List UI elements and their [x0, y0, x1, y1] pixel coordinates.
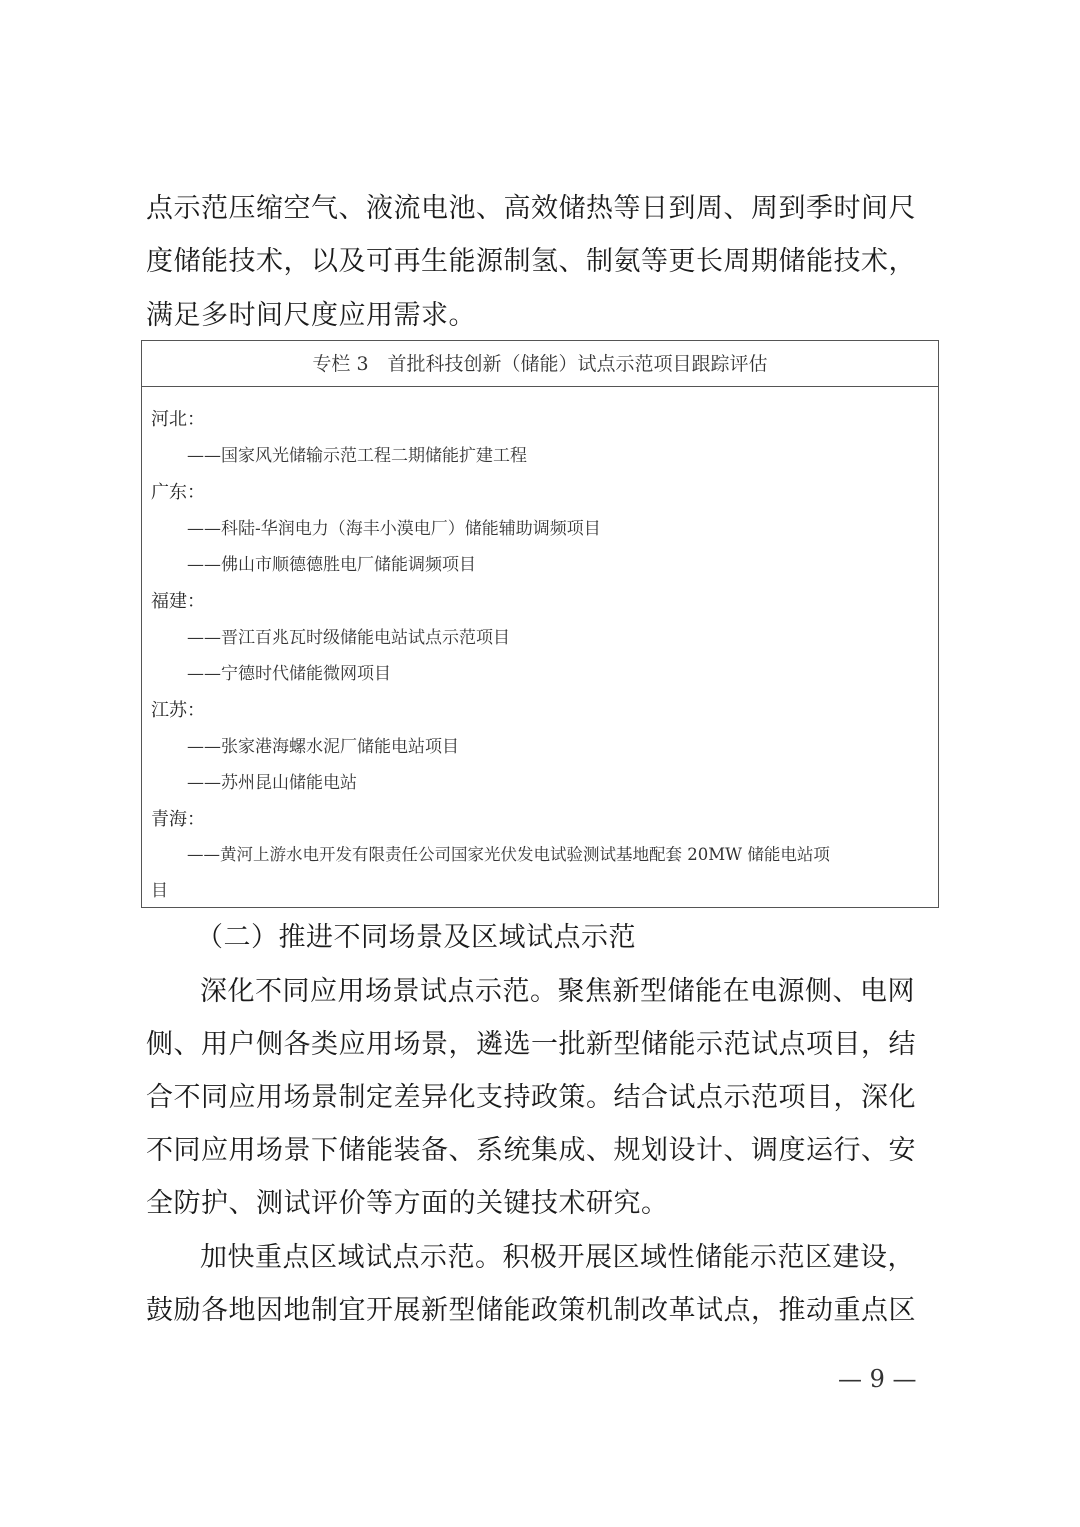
paragraph-line: 不同应用场景下储能装备、系统集成、规划设计、调度运行、安	[146, 1135, 916, 1166]
paragraph-line: 鼓励各地因地制宜开展新型储能政策机制改革试点，推动重点区	[146, 1295, 916, 1326]
column-box	[141, 340, 939, 908]
project-item: ——宁德时代储能微网项目	[187, 664, 391, 684]
province-label-jiangsu: 江苏：	[151, 700, 205, 721]
page-number: — 9 —	[838, 1365, 917, 1393]
paragraph-line: 加快重点区域试点示范。积极开展区域性储能示范区建设，	[200, 1242, 915, 1273]
project-item: ——佛山市顺德德胜电厂储能调频项目	[187, 555, 476, 575]
paragraph-line: 全防护、测试评价等方面的关键技术研究。	[146, 1188, 669, 1219]
paragraph-line: 满足多时间尺度应用需求。	[146, 300, 476, 331]
project-item: ——科陆-华润电力（海丰小漠电厂）储能辅助调频项目	[187, 519, 601, 539]
paragraph-line: 深化不同应用场景试点示范。聚焦新型储能在电源侧、电网	[200, 976, 915, 1007]
province-label-fujian: 福建：	[151, 591, 205, 612]
province-label-hebei: 河北：	[151, 409, 205, 430]
paragraph-line: 点示范压缩空气、液流电池、高效储热等日到周、周到季时间尺	[146, 193, 916, 224]
project-item-continuation: 目	[151, 881, 168, 901]
project-item: ——苏州昆山储能电站	[187, 773, 357, 793]
section-heading: （二）推进不同场景及区域试点示范	[196, 922, 636, 953]
paragraph-line: 侧、用户侧各类应用场景，遴选一批新型储能示范试点项目，结	[146, 1029, 916, 1060]
column-box-title: 专栏 3 首批科技创新（储能）试点示范项目跟踪评估	[142, 341, 938, 387]
project-item: ——张家港海螺水泥厂储能电站项目	[187, 737, 459, 757]
project-item: ——晋江百兆瓦时级储能电站试点示范项目	[187, 628, 510, 648]
province-label-qinghai: 青海：	[151, 809, 205, 830]
province-label-guangdong: 广东：	[151, 482, 205, 503]
project-item: ——国家风光储输示范工程二期储能扩建工程	[187, 446, 527, 466]
project-item: ——黄河上游水电开发有限责任公司国家光伏发电试验测试基地配套 20MW 储能电站项	[187, 845, 830, 864]
paragraph-line: 度储能技术，以及可再生能源制氢、制氨等更长周期储能技术，	[146, 246, 916, 277]
paragraph-line: 合不同应用场景制定差异化支持政策。结合试点示范项目，深化	[146, 1082, 916, 1113]
